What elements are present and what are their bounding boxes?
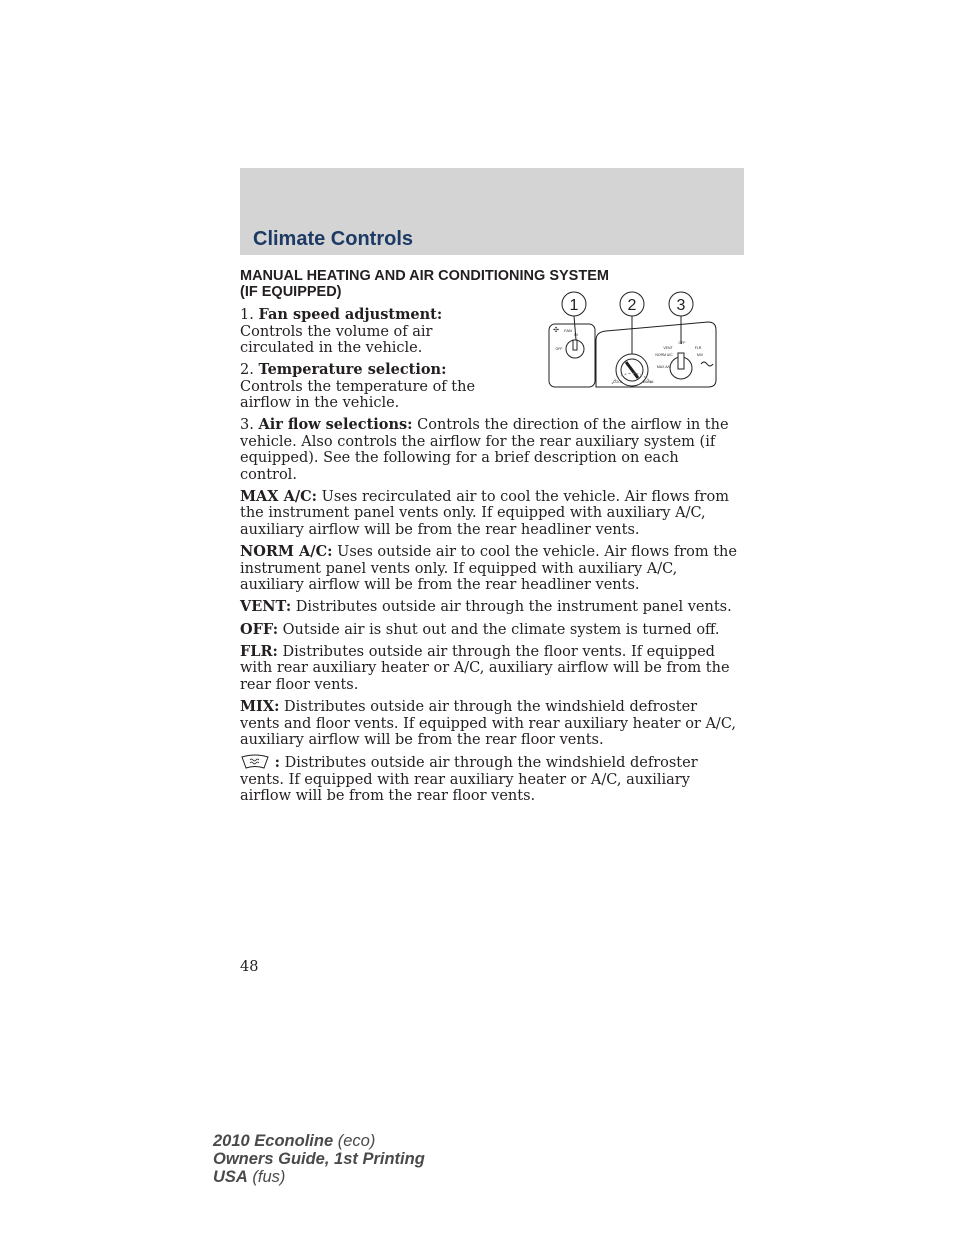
item-label: Air flow selections: bbox=[258, 416, 413, 433]
footer-line-1: 2010 Econoline (eco) bbox=[213, 1132, 376, 1150]
item-list-bottom bbox=[240, 417, 740, 810]
mode-norm-ac: NORM A/C: Uses outside air to cool the vehicle. Air flows from the instrument panel vents only. If equipped with auxiliary A/C, auxiliary airflow will be from the rear headliner vents. bbox=[240, 543, 737, 594]
temp-cool-label: COOL bbox=[613, 380, 623, 384]
mode-mix: MIX: Distributes outside air through the windshield defroster vents and floor vents. If equipped with rear auxiliary heater or A/C, auxiliary airflow will be from the rear floor vents. bbox=[240, 697, 737, 749]
mode-off: OFF: Outside air is shut out and the climate system is turned off. bbox=[240, 620, 720, 638]
fan-off-label: OFF bbox=[555, 347, 563, 351]
fan-icon: ✣ bbox=[553, 327, 559, 334]
mode-label-vent: VENT bbox=[663, 346, 673, 350]
mode-label-max: MAX A/C bbox=[656, 365, 672, 369]
temp-warm-label: WARM bbox=[642, 380, 654, 384]
mode-vent: VENT: Distributes outside air through the instrument panel vents. bbox=[240, 598, 732, 616]
item-label: Fan speed adjustment: bbox=[258, 306, 443, 323]
mode-label-norm: NORM A/C bbox=[655, 353, 673, 357]
mode-defrost: : Distributes outside air through the windshield defroster vents. If equipped with rear auxiliary heater or A/C, auxiliary airflow will be from the rear floor vents. bbox=[240, 754, 698, 805]
footer-line-3: USA (fus) bbox=[213, 1168, 286, 1186]
chapter-title: Climate Controls bbox=[253, 228, 414, 250]
fan-label: FAN bbox=[564, 328, 572, 333]
section-title-line-1: MANUAL HEATING AND AIR CONDITIONING SYSTEM bbox=[240, 268, 609, 284]
item-label: Temperature selection: bbox=[258, 361, 447, 379]
item-list-top bbox=[240, 307, 505, 418]
defrost-icon bbox=[240, 754, 270, 770]
mode-flr: FLR: Distributes outside air through the floor vents. If equipped with rear auxiliary heater or A/C, auxiliary airflow will be from the rear floor vents. bbox=[240, 642, 730, 693]
footer-line-2: Owners Guide, 1st Printing bbox=[213, 1150, 425, 1168]
mode-max-ac: MAX A/C: Uses recirculated air to cool the vehicle. Air flows from the instrument panel vents only. If equipped with auxiliary A/C, auxiliary airflow will be from the rear headliner vents. bbox=[240, 487, 729, 539]
item-fan-speed: 1. Fan speed adjustment: Controls the volume of air circulated in the vehicle. bbox=[240, 306, 443, 357]
mode-label-off: OFF bbox=[678, 341, 686, 345]
mode-label-mix: MIX bbox=[696, 353, 704, 357]
callout-label-2: 2 bbox=[627, 297, 637, 314]
climate-control-panel-diagram bbox=[546, 288, 720, 390]
fan-hi-label: HI bbox=[574, 333, 578, 337]
page-number: 48 bbox=[240, 959, 259, 975]
callout-label-3: 3 bbox=[676, 297, 686, 314]
chapter-header-band bbox=[240, 168, 744, 255]
item-temperature: 2. Temperature selection: Controls the temperature of the airflow in the vehicle. bbox=[240, 361, 476, 412]
callout-label-1: 1 bbox=[569, 297, 579, 314]
mode-label-flr: FLR bbox=[694, 346, 702, 350]
section-title-line-2: (IF EQUIPPED) bbox=[240, 284, 342, 300]
footer bbox=[213, 1132, 425, 1186]
item-air-flow: 3. Air flow selections: Controls the direction of the airflow in the vehicle. Also controls the airflow for the rear auxiliary system (if equipped). See the following for a brief description on each control. bbox=[240, 416, 729, 483]
